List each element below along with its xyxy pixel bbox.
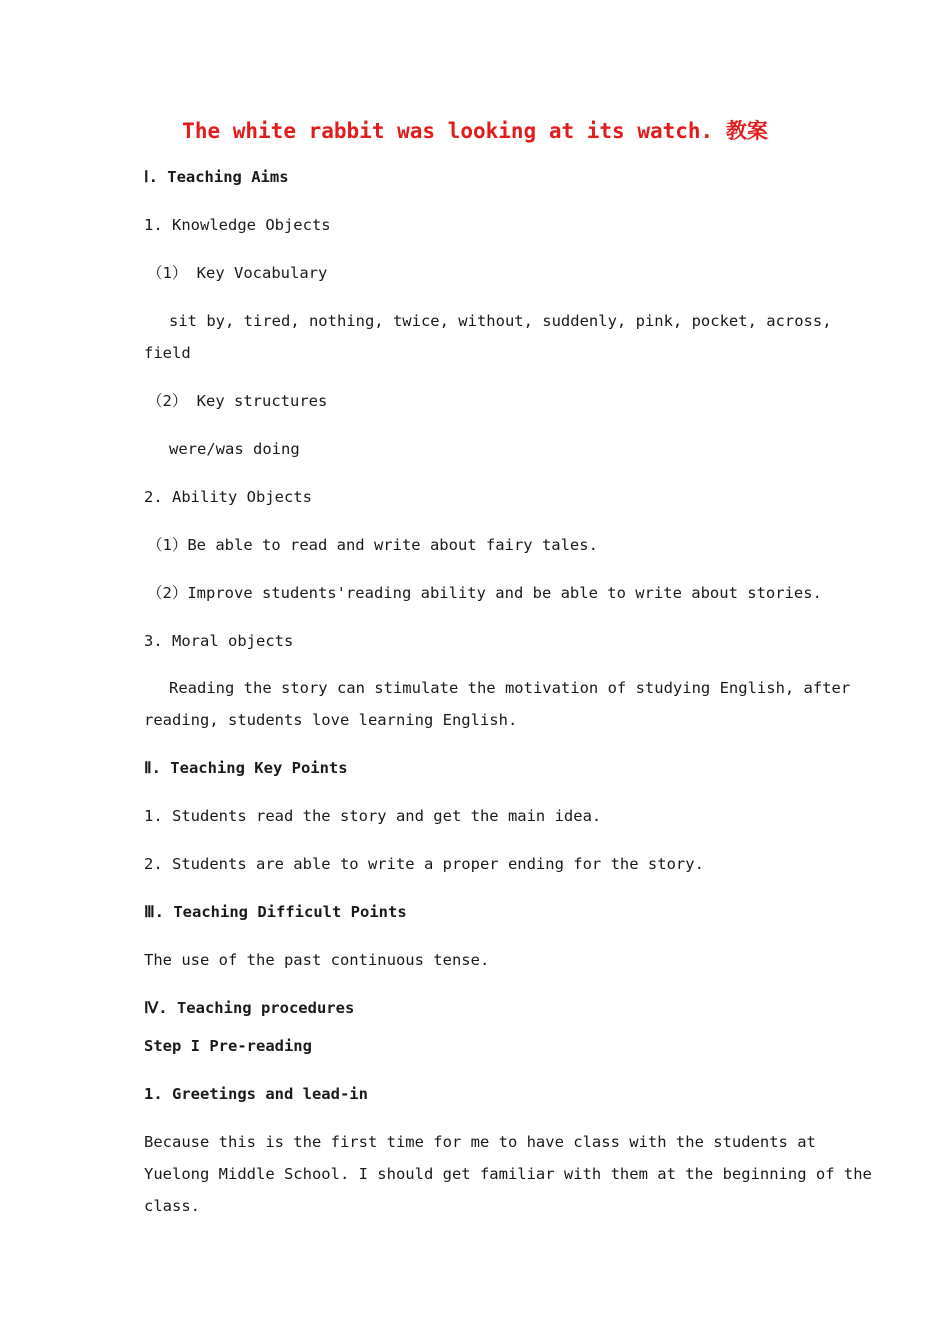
teaching-aims-heading: Ⅰ. Teaching Aims — [144, 168, 289, 186]
greetings-paragraph-line: Yuelong Middle School. I should get familiar with them at the beginning of the — [144, 1165, 872, 1183]
ability-objects-item: 2. Ability Objects — [144, 488, 312, 506]
moral-paragraph-line: Reading the story can stimulate the motivation of studying English, after — [169, 679, 851, 697]
key-structures-text: were/was doing — [169, 440, 300, 458]
difficult-points-text: The use of the past continuous tense. — [144, 951, 490, 969]
moral-objects-item: 3. Moral objects — [144, 632, 294, 650]
difficult-points-heading: Ⅲ. Teaching Difficult Points — [144, 903, 407, 921]
ability-item: （2）Improve students'reading ability and be able to write about stories. — [147, 584, 822, 602]
key-point-item: 2. Students are able to write a proper ending for the story. — [144, 855, 704, 873]
moral-paragraph-line: reading, students love learning English. — [144, 711, 518, 729]
procedures-heading: Ⅳ. Teaching procedures — [144, 999, 355, 1017]
key-points-heading: Ⅱ. Teaching Key Points — [144, 759, 348, 777]
step-heading: Step I Pre-reading — [144, 1037, 312, 1055]
knowledge-objects-item: 1. Knowledge Objects — [144, 216, 331, 234]
key-structures-heading: （2） Key structures — [147, 392, 328, 410]
vocabulary-list-line: sit by, tired, nothing, twice, without, suddenly, pink, pocket, across, — [169, 312, 832, 330]
greetings-paragraph-line: Because this is the first time for me to have class with the students at — [144, 1133, 816, 1151]
greetings-paragraph-line: class. — [144, 1197, 200, 1215]
vocabulary-list-line: field — [144, 344, 191, 362]
greetings-heading: 1. Greetings and lead-in — [144, 1085, 368, 1103]
document-title: The white rabbit was looking at its watch. 教案 — [182, 119, 768, 143]
ability-item: （1）Be able to read and write about fairy tales. — [147, 536, 598, 554]
key-point-item: 1. Students read the story and get the main idea. — [144, 807, 602, 825]
key-vocabulary-heading: （1） Key Vocabulary — [147, 264, 328, 282]
